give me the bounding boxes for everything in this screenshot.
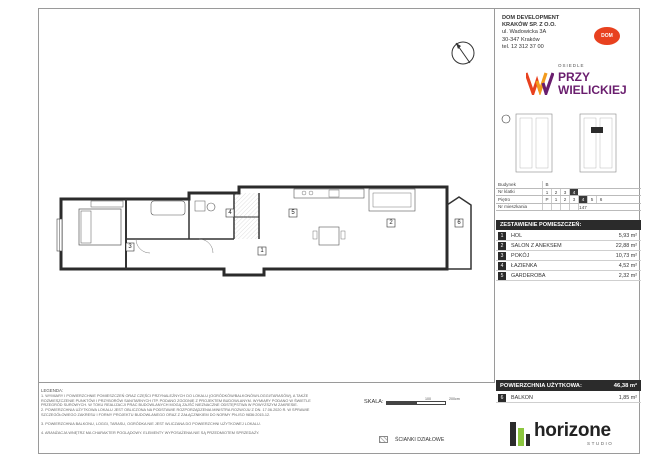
room-row [496, 271, 641, 281]
apartment-cell-blank [560, 204, 569, 211]
room-number: 3 [498, 252, 506, 260]
floor-cell-2: 2 [560, 196, 569, 203]
room-area: 10,73 m² [615, 252, 637, 259]
building-row [496, 181, 641, 189]
balcony-outline [447, 197, 471, 269]
horizone-mark-icon [510, 422, 530, 446]
notes-area [39, 382, 495, 455]
balcony-number: 6 [498, 394, 506, 402]
balcony-row [496, 393, 641, 403]
room-area: 5,93 m² [618, 232, 637, 239]
scale-label: SKALA: [364, 399, 384, 405]
developer-street: ul. Wadowicka 3A [502, 29, 547, 36]
estate-logo [526, 61, 636, 105]
staircase-row-label: Nr klatki [498, 189, 515, 195]
room-row [496, 241, 641, 251]
estate-line1: PRZY [558, 70, 591, 84]
building-cell: B [542, 181, 551, 188]
total-value: 46,38 m² [613, 382, 637, 389]
room-number: 2 [498, 242, 506, 250]
floor-cell-4: 4 [578, 196, 587, 203]
room-area: 4,52 m² [618, 262, 637, 269]
room-number: 1 [498, 232, 506, 240]
building-info-table [496, 181, 641, 211]
note-2: 2. POWIERZCHNIA UŻYTKOWA LOKALU JEST OBLICZONA NA PODSTAWIE ROZPORZĄDZENIA MINISTRA ROZWOJU Z DN. 17.06.2020 R. W SPRAWIE SZCZEGÓŁOWEGO ZAKRESU I FORMY PROJEKTU BUDOWLANEGO ORAZ Z ZAŁĄCZNIKIEM DO NORMY PN-ISO 9836:2015-12. [41, 408, 310, 417]
room-row [496, 251, 641, 261]
apartment-floor-plan [39, 179, 495, 289]
staircase-row [496, 189, 641, 197]
info-panel [496, 9, 641, 455]
developer-city: 30-347 Kraków [502, 36, 540, 43]
floor-row-label: Piętro [498, 196, 511, 202]
north-arrow-icon [447, 37, 479, 69]
plan-sheet [38, 8, 640, 454]
room-number-2: 2 [389, 220, 393, 226]
room-name: HOL [511, 232, 523, 239]
floor-cell-3: 3 [569, 196, 578, 203]
estate-small: OSIEDLE [558, 63, 585, 68]
total-area [496, 380, 641, 391]
horizone-logo [510, 420, 634, 448]
floor-cell-5: 5 [587, 196, 596, 203]
floor-cell-1: 1 [551, 196, 560, 203]
room-number-1: 1 [260, 248, 264, 254]
apartment-cell-blank [569, 204, 578, 211]
partition-walls-label: ŚCIANKI DZIAŁOWE [395, 437, 445, 443]
apartment-cell-blank [542, 204, 551, 211]
total-label: POWIERZCHNIA UŻYTKOWA: [500, 382, 582, 389]
estate-line2: WIELICKIEJ [558, 83, 627, 97]
apartment-row [496, 204, 641, 212]
staircase-cell-3: 3 [560, 189, 569, 196]
key-plan-thumbnails [496, 109, 641, 179]
floor-plan-area [39, 9, 495, 382]
developer-phone: tel. 12 312 37 00 [502, 43, 544, 50]
room-area: 22,88 m² [615, 242, 637, 249]
room-number: 5 [498, 272, 506, 280]
apartment-cell-blank [551, 204, 560, 211]
staircase-cell-2: 2 [551, 189, 560, 196]
balcony-list [496, 393, 641, 403]
rooms-list [496, 231, 641, 281]
scale-bar [386, 401, 446, 405]
room-name: GARDEROBA [511, 272, 546, 279]
horizone-text: horizone [534, 420, 611, 441]
note-1: 1. WYMIARY I POWIERZCHNIE POMIESZCZEŃ ORAZ CZĘŚCI PRZYNALEŻNYCH DO LOKALU (OGRÓDKÓW/BALKONÓW/LOGGI/TARASÓW), A TAKŻE ROZMIESZCZENIE PUNKTÓW I PRZYBORÓW SANITARNYCH ITP. PODANO ZGODNIE Z PROJEKTEM BUDOWLANYM. WYMIARY PODANO W ŚWIETLE PRZEGRÓD SUROWYCH. W TOKU REALIZACJI PRAC BUDOWLANYCH MOGĄ ZAJŚĆ NIEZNACZNE ODSTĘPSTWA W POWYŻSZYM ZAKRESIE. [41, 394, 311, 407]
staircase-cell-4: 4 [569, 189, 578, 196]
note-3: 3. POWIERZCHNIA BALKONU, LOGGI, TARASU, OGRÓDKA NIE JEST WLICZANA DO POWIERZCHNI UŻYTKOWEJ LOKALU. [41, 422, 261, 426]
apartment-row-label: Nr mieszkania [498, 204, 528, 210]
room-number-4: 4 [228, 210, 232, 216]
developer-name: DOM DEVELOPMENT [502, 15, 560, 21]
room-row [496, 231, 641, 241]
room-area: 2,32 m² [618, 272, 637, 279]
room-number: 4 [498, 262, 506, 270]
room-number-5: 5 [291, 210, 295, 216]
balcony-area: 1,85 m² [618, 394, 637, 401]
room-number-3: 3 [128, 244, 132, 250]
partition-walls-swatch [379, 436, 388, 443]
floor-cell-p: P [542, 196, 551, 203]
estate-w-mark-icon [526, 71, 554, 95]
note-4: 4. ARANŻACJA WNĘTRZ MA CHARAKTER POGLĄDOWY. ELEMENTY WYPOSAŻENIA NIE SĄ PRZEDMIOTEM SPRZEDAŻY. [41, 431, 260, 435]
horizone-sub: STUDIO [587, 441, 614, 446]
scale-tick-200: 200cm [449, 397, 460, 401]
room-name: POKÓJ [511, 252, 530, 259]
floor-cell-6: 6 [596, 196, 605, 203]
developer-company: KRAKÓW SP. Z O.O. [502, 22, 556, 29]
building-row-label: Budynek [498, 181, 516, 187]
apartment-number: 147 [579, 204, 587, 210]
rooms-title: ZESTAWIENIE POMIESZCZEŃ: [496, 220, 641, 230]
room-row [496, 261, 641, 271]
dom-logo: DOM [594, 27, 620, 45]
room-number-6: 6 [457, 220, 461, 226]
staircase-cell-1: 1 [542, 189, 551, 196]
room-name: ŁAZIENKA [511, 262, 538, 269]
floor-row [496, 196, 641, 204]
legend-title: LEGENDA: [41, 388, 64, 393]
balcony-name: BALKON [511, 394, 533, 401]
scale-tick-100: 100 [425, 397, 431, 401]
room-name: SALON Z ANEKSEM [511, 242, 562, 249]
